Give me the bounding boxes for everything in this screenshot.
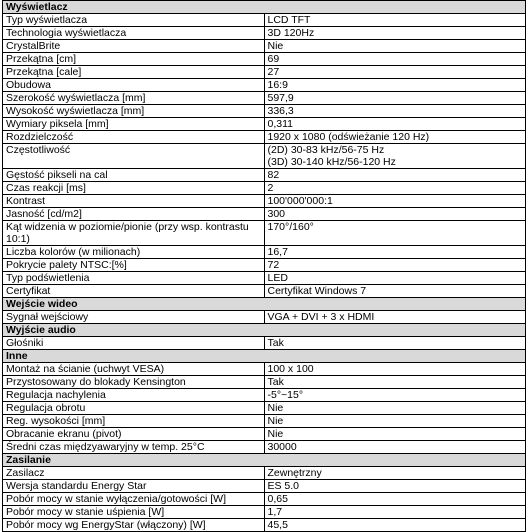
table-row: [3, 467, 526, 480]
section-title: Wyjście audio: [3, 324, 526, 337]
spec-label-cell: [3, 363, 265, 376]
spec-label-cell: [3, 259, 265, 272]
spec-label-cell: [3, 66, 265, 79]
spec-value-cell: [264, 79, 526, 92]
spec-value: 1920 x 1080 (odświeżanie 120 Hz): [267, 131, 430, 143]
table-row: [3, 402, 526, 415]
spec-label-cell: [3, 79, 265, 92]
spec-label-cell: [3, 195, 265, 208]
section-header: [3, 324, 526, 337]
spec-label-cell: [3, 40, 265, 53]
spec-value-cell: [264, 272, 526, 285]
section-header: [3, 298, 526, 311]
spec-value-cell: [264, 92, 526, 105]
table-row: [3, 311, 526, 324]
spec-value-cell: [264, 169, 526, 182]
spec-value-cell: [264, 493, 526, 506]
spec-label-cell: [3, 272, 265, 285]
spec-label: Obudowa: [6, 79, 51, 91]
spec-value: 100 x 100: [267, 363, 314, 375]
spec-value: 72: [267, 259, 280, 271]
spec-value: 27: [267, 66, 280, 78]
spec-label: Gęstość pikseli na cal: [6, 169, 108, 181]
spec-label: CrystalBrite: [6, 40, 61, 52]
spec-label-cell: [3, 246, 265, 259]
spec-label: Technologia wyświetlacza: [6, 27, 127, 39]
spec-label-cell: [3, 480, 265, 493]
table-row: [3, 221, 526, 246]
spec-label: Rozdzielczość: [6, 131, 74, 143]
table-row: [3, 208, 526, 221]
spec-label: Typ wyświetlacza: [6, 14, 88, 26]
spec-label: Przystosowany do blokady Kensington: [6, 376, 186, 388]
spec-label: Pobór mocy w stanie wyłączenia/gotowości [W]: [6, 493, 227, 505]
table-row: [3, 79, 526, 92]
spec-value-cell: [264, 389, 526, 402]
spec-value: Tak: [267, 376, 284, 388]
table-row: [3, 428, 526, 441]
spec-label: Reg. wysokości [mm]: [6, 415, 106, 427]
spec-label-cell: [3, 467, 265, 480]
table-row: [3, 105, 526, 118]
spec-value: Nie: [267, 402, 284, 414]
spec-value: 30000: [267, 441, 297, 453]
spec-value-cell: [264, 519, 526, 532]
spec-label-cell: [3, 376, 265, 389]
spec-value-cell: [264, 311, 526, 324]
spec-value-cell: [264, 14, 526, 27]
table-row: [3, 131, 526, 144]
spec-value: 1,7: [267, 506, 283, 518]
spec-value-cell: [264, 182, 526, 195]
spec-value-cell: [264, 402, 526, 415]
spec-value-cell: [264, 467, 526, 480]
spec-label-cell: [3, 428, 265, 441]
table-row: [3, 144, 526, 169]
spec-value-cell: [264, 480, 526, 493]
spec-value: (2D) 30-83 kHz/56-75 Hz: [267, 144, 385, 156]
spec-value: 336,3: [267, 105, 294, 117]
spec-label: Kąt widzenia w poziomie/pionie (przy wsp. kontrastu: [6, 221, 249, 233]
spec-value-cell: [264, 415, 526, 428]
spec-label: Przekątna [cm]: [6, 53, 77, 65]
table-row: [3, 14, 526, 27]
spec-label: Wysokość wyświetlacza [mm]: [6, 105, 145, 117]
spec-label-cell: [3, 221, 265, 246]
spec-value: VGA + DVI + 3 x HDMI: [267, 311, 375, 323]
spec-label-cell: [3, 182, 265, 195]
spec-value: 45,5: [267, 519, 288, 531]
spec-value: Zewnętrzny: [267, 467, 322, 479]
spec-value-cell: [264, 118, 526, 131]
spec-label: Montaż na ścianie (uchwyt VESA): [6, 363, 165, 375]
spec-value: Nie: [267, 428, 284, 440]
spec-label-cell: [3, 131, 265, 144]
spec-value: Nie: [267, 415, 284, 427]
spec-label-cell: [3, 311, 265, 324]
spec-value-cell: [264, 246, 526, 259]
spec-label: Pobór mocy w stanie uśpienia [W]: [6, 506, 165, 518]
spec-label: Sygnał wejściowy: [6, 311, 89, 323]
table-row: [3, 337, 526, 350]
spec-value: 3D 120Hz: [267, 27, 315, 39]
spec-label: Głośniki: [6, 337, 44, 349]
spec-value-cell: [264, 376, 526, 389]
section-title: Wejście wideo: [3, 298, 526, 311]
spec-value: 597,9: [267, 92, 294, 104]
spec-value-cell: [264, 40, 526, 53]
spec-value: ES 5.0: [267, 480, 300, 492]
table-row: [3, 195, 526, 208]
spec-value: 0,311: [267, 118, 293, 130]
table-row: [3, 182, 526, 195]
spec-label: Jasność [cd/m2]: [6, 208, 82, 220]
table-row: [3, 92, 526, 105]
table-row: [3, 480, 526, 493]
spec-value: LCD TFT: [267, 14, 311, 26]
section-header: [3, 1, 526, 14]
spec-value-cell: [264, 53, 526, 66]
section-title: Wyświetlacz: [3, 1, 526, 14]
table-row: [3, 506, 526, 519]
section-header: [3, 350, 526, 363]
spec-value-cell: [264, 221, 526, 246]
spec-label: Czas reakcji [ms]: [6, 182, 86, 194]
spec-label: Szerokość wyświetlacza [mm]: [6, 92, 146, 104]
spec-label-cell: [3, 337, 265, 350]
spec-label: Typ podświetlenia: [6, 272, 90, 284]
spec-value-cell: [264, 285, 526, 298]
table-row: [3, 118, 526, 131]
spec-label-cell: [3, 493, 265, 506]
table-row: [3, 285, 526, 298]
spec-label-cell: [3, 14, 265, 27]
spec-label-cell: [3, 27, 265, 40]
spec-label-cell: [3, 389, 265, 402]
spec-label: Zasilacz: [6, 467, 45, 479]
spec-value-cell: [264, 195, 526, 208]
table-row: [3, 415, 526, 428]
spec-label-cell: [3, 144, 265, 169]
spec-value: -5°~15°: [267, 389, 304, 401]
table-row: [3, 272, 526, 285]
table-row: [3, 66, 526, 79]
spec-value: LED: [267, 272, 288, 284]
table-row: [3, 441, 526, 454]
spec-value: 100'000'000:1: [267, 195, 333, 207]
table-row: [3, 246, 526, 259]
spec-label-cell: [3, 118, 265, 131]
spec-label: Kontrast: [6, 195, 46, 207]
spec-value-cell: [264, 441, 526, 454]
spec-table: [2, 0, 526, 532]
spec-label-cell: [3, 285, 265, 298]
spec-label: Wymiary piksela [mm]: [6, 118, 109, 130]
spec-value-cell: [264, 363, 526, 376]
spec-label: Średni czas międzyawaryjny w temp. 25°C: [6, 441, 205, 453]
spec-value: 16,7: [267, 246, 288, 258]
spec-label-cell: [3, 53, 265, 66]
table-row: [3, 27, 526, 40]
spec-label-cell: [3, 402, 265, 415]
spec-label: Pobór mocy wg EnergyStar (włączony) [W]: [6, 519, 206, 531]
spec-label: Regulacja nachylenia: [6, 389, 106, 401]
spec-label: Wersja standardu Energy Star: [6, 480, 147, 492]
spec-label: Częstotliwość: [6, 144, 71, 156]
spec-value-continued: (3D) 30-140 kHz/56-120 Hz: [267, 156, 396, 168]
spec-value-cell: [264, 105, 526, 118]
spec-label-cell: [3, 105, 265, 118]
spec-table-body: [3, 1, 526, 532]
spec-label: Pokrycie palety NTSC:[%]: [6, 259, 127, 271]
spec-value-cell: [264, 131, 526, 144]
table-row: [3, 493, 526, 506]
spec-value-cell: [264, 337, 526, 350]
spec-value: 170°/160°: [267, 221, 314, 233]
spec-value: 0,65: [267, 493, 288, 505]
spec-label: Obracanie ekranu (pivot): [6, 428, 122, 440]
spec-label-cell: [3, 92, 265, 105]
spec-value-cell: [264, 506, 526, 519]
spec-label: Certyfikat: [6, 285, 51, 297]
table-row: [3, 259, 526, 272]
table-row: [3, 363, 526, 376]
spec-value: 300: [267, 208, 286, 220]
table-row: [3, 389, 526, 402]
spec-value-cell: [264, 208, 526, 221]
spec-value: 69: [267, 53, 280, 65]
spec-label: Regulacja obrotu: [6, 402, 86, 414]
section-title: Inne: [3, 350, 526, 363]
table-row: [3, 376, 526, 389]
spec-value-cell: [264, 66, 526, 79]
spec-label: Liczba kolorów (w milionach): [6, 246, 141, 258]
spec-label-cell: [3, 519, 265, 532]
section-title: Zasilanie: [3, 454, 526, 467]
spec-value-cell: [264, 144, 526, 169]
spec-label-continued: 10:1): [6, 233, 30, 245]
spec-label-cell: [3, 169, 265, 182]
spec-value: 16:9: [267, 79, 288, 91]
spec-value: Tak: [267, 337, 284, 349]
spec-label: Przekątna [cale]: [6, 66, 82, 78]
table-row: [3, 53, 526, 66]
spec-label-cell: [3, 441, 265, 454]
section-header: [3, 454, 526, 467]
spec-value-cell: [264, 27, 526, 40]
spec-value-cell: [264, 428, 526, 441]
spec-label-cell: [3, 415, 265, 428]
spec-value: 82: [267, 169, 280, 181]
spec-value: Nie: [267, 40, 284, 52]
spec-value-cell: [264, 259, 526, 272]
table-row: [3, 519, 526, 532]
table-row: [3, 169, 526, 182]
spec-label-cell: [3, 208, 265, 221]
spec-value: Certyfikat Windows 7: [267, 285, 367, 297]
spec-label-cell: [3, 506, 265, 519]
table-row: [3, 40, 526, 53]
spec-value: 2: [267, 182, 274, 194]
